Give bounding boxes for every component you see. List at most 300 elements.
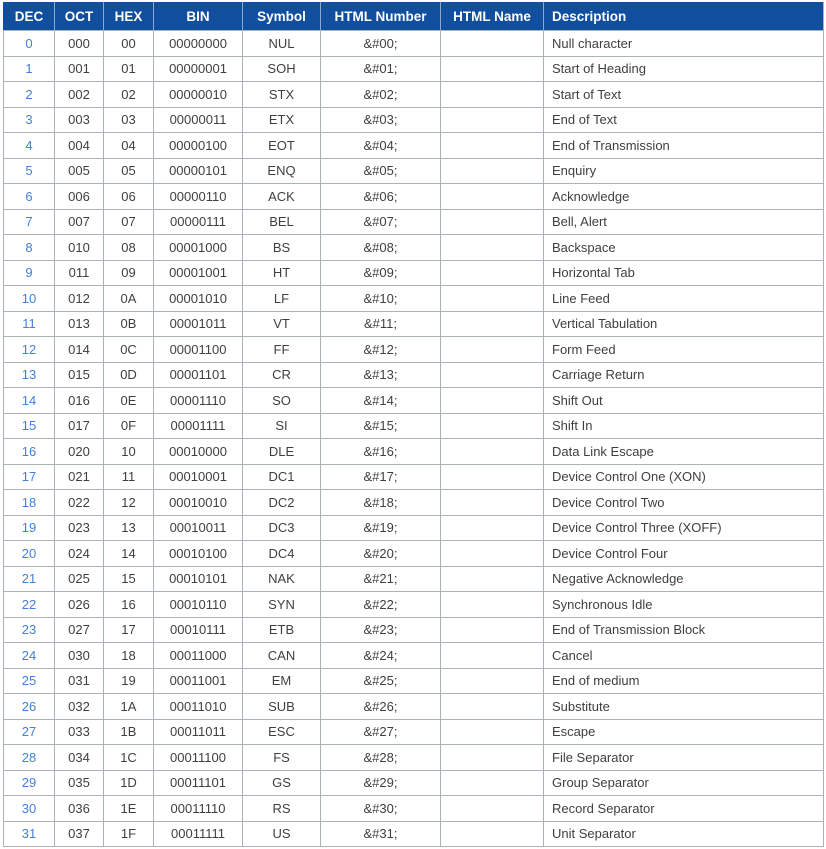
cell-description: End of Text <box>544 107 824 133</box>
table-row <box>4 56 824 82</box>
cell-symbol: CAN <box>243 643 321 669</box>
cell-html-name <box>441 745 544 771</box>
cell-dec <box>4 796 55 822</box>
cell-html-name <box>441 235 544 261</box>
cell-html-number: &#13; <box>321 362 441 388</box>
column-header-description: Description <box>544 3 824 31</box>
table-row <box>4 770 824 796</box>
cell-oct: 006 <box>55 184 104 210</box>
cell-description: Acknowledge <box>544 184 824 210</box>
cell-hex: 00 <box>104 31 154 57</box>
cell-symbol: DC1 <box>243 464 321 490</box>
column-header-bin: BIN <box>154 3 243 31</box>
cell-hex: 10 <box>104 439 154 465</box>
table-row <box>4 133 824 159</box>
cell-bin: 00000101 <box>154 158 243 184</box>
cell-bin: 00010000 <box>154 439 243 465</box>
cell-html-number: &#29; <box>321 770 441 796</box>
ascii-control-characters-table <box>3 2 824 847</box>
cell-dec <box>4 413 55 439</box>
dec-link[interactable]: 21 <box>21 571 37 587</box>
cell-hex: 03 <box>104 107 154 133</box>
cell-html-number: &#24; <box>321 643 441 669</box>
dec-link[interactable]: 4 <box>25 137 33 153</box>
cell-description: Enquiry <box>544 158 824 184</box>
cell-description: Device Control One (XON) <box>544 464 824 490</box>
cell-oct: 025 <box>55 566 104 592</box>
cell-description: Cancel <box>544 643 824 669</box>
cell-html-number: &#11; <box>321 311 441 337</box>
dec-link[interactable]: 19 <box>21 520 37 536</box>
cell-html-name <box>441 821 544 847</box>
cell-symbol: DLE <box>243 439 321 465</box>
cell-hex: 0A <box>104 286 154 312</box>
cell-html-name <box>441 56 544 82</box>
header-row <box>4 3 824 31</box>
cell-dec <box>4 56 55 82</box>
table-row <box>4 362 824 388</box>
cell-html-number: &#22; <box>321 592 441 618</box>
cell-bin: 00010101 <box>154 566 243 592</box>
cell-description: Start of Heading <box>544 56 824 82</box>
cell-html-name <box>441 413 544 439</box>
cell-hex: 1C <box>104 745 154 771</box>
dec-link[interactable]: 13 <box>21 367 37 383</box>
dec-link[interactable]: 28 <box>21 749 37 765</box>
dec-link[interactable]: 2 <box>25 86 33 102</box>
cell-oct: 015 <box>55 362 104 388</box>
cell-dec <box>4 337 55 363</box>
cell-html-name <box>441 337 544 363</box>
cell-symbol: FS <box>243 745 321 771</box>
table-body <box>4 31 824 847</box>
cell-html-number: &#20; <box>321 541 441 567</box>
cell-dec <box>4 541 55 567</box>
cell-html-number: &#09; <box>321 260 441 286</box>
cell-bin: 00000100 <box>154 133 243 159</box>
cell-hex: 14 <box>104 541 154 567</box>
cell-description: Bell, Alert <box>544 209 824 235</box>
table-row <box>4 668 824 694</box>
dec-link[interactable]: 5 <box>25 163 33 179</box>
cell-symbol: SO <box>243 388 321 414</box>
cell-html-name <box>441 286 544 312</box>
cell-html-number: &#06; <box>321 184 441 210</box>
cell-symbol: DC2 <box>243 490 321 516</box>
cell-symbol: BEL <box>243 209 321 235</box>
cell-oct: 027 <box>55 617 104 643</box>
cell-html-number: &#17; <box>321 464 441 490</box>
table-row <box>4 286 824 312</box>
dec-link[interactable]: 6 <box>25 188 33 204</box>
cell-bin: 00011110 <box>154 796 243 822</box>
cell-oct: 036 <box>55 796 104 822</box>
cell-hex: 15 <box>104 566 154 592</box>
cell-oct: 033 <box>55 719 104 745</box>
table-row <box>4 413 824 439</box>
cell-hex: 18 <box>104 643 154 669</box>
table-row <box>4 592 824 618</box>
cell-bin: 00011010 <box>154 694 243 720</box>
cell-description: Carriage Return <box>544 362 824 388</box>
cell-symbol: GS <box>243 770 321 796</box>
cell-html-number: &#14; <box>321 388 441 414</box>
cell-bin: 00001010 <box>154 286 243 312</box>
cell-html-number: &#03; <box>321 107 441 133</box>
cell-symbol: DC3 <box>243 515 321 541</box>
cell-dec <box>4 592 55 618</box>
cell-dec <box>4 362 55 388</box>
table-row <box>4 107 824 133</box>
cell-dec <box>4 158 55 184</box>
cell-html-number: &#25; <box>321 668 441 694</box>
cell-html-name <box>441 490 544 516</box>
cell-dec <box>4 439 55 465</box>
cell-bin: 00000011 <box>154 107 243 133</box>
cell-symbol: VT <box>243 311 321 337</box>
dec-link[interactable]: 23 <box>21 622 37 638</box>
cell-html-name <box>441 515 544 541</box>
cell-bin: 00000000 <box>154 31 243 57</box>
cell-html-name <box>441 388 544 414</box>
cell-html-name <box>441 209 544 235</box>
dec-link[interactable]: 16 <box>21 443 37 459</box>
cell-html-name <box>441 362 544 388</box>
cell-html-number: &#07; <box>321 209 441 235</box>
cell-dec <box>4 617 55 643</box>
cell-html-number: &#02; <box>321 82 441 108</box>
cell-html-name <box>441 439 544 465</box>
cell-bin: 00000001 <box>154 56 243 82</box>
cell-bin: 00001110 <box>154 388 243 414</box>
cell-oct: 003 <box>55 107 104 133</box>
cell-dec <box>4 745 55 771</box>
cell-description: Data Link Escape <box>544 439 824 465</box>
dec-link[interactable]: 12 <box>21 341 37 357</box>
cell-hex: 04 <box>104 133 154 159</box>
cell-html-name <box>441 184 544 210</box>
cell-oct: 022 <box>55 490 104 516</box>
cell-description: Vertical Tabulation <box>544 311 824 337</box>
cell-dec <box>4 694 55 720</box>
table-row <box>4 184 824 210</box>
cell-html-number: &#15; <box>321 413 441 439</box>
cell-html-number: &#04; <box>321 133 441 159</box>
cell-symbol: US <box>243 821 321 847</box>
cell-html-number: &#00; <box>321 31 441 57</box>
cell-html-number: &#16; <box>321 439 441 465</box>
cell-description: End of medium <box>544 668 824 694</box>
cell-oct: 034 <box>55 745 104 771</box>
table-row <box>4 566 824 592</box>
cell-dec <box>4 31 55 57</box>
cell-hex: 16 <box>104 592 154 618</box>
cell-symbol: ACK <box>243 184 321 210</box>
cell-hex: 0B <box>104 311 154 337</box>
table-row <box>4 388 824 414</box>
cell-description: Shift Out <box>544 388 824 414</box>
dec-link[interactable]: 10 <box>21 290 37 306</box>
cell-description: End of Transmission Block <box>544 617 824 643</box>
cell-oct: 024 <box>55 541 104 567</box>
cell-symbol: STX <box>243 82 321 108</box>
cell-bin: 00001001 <box>154 260 243 286</box>
cell-bin: 00010100 <box>154 541 243 567</box>
dec-link[interactable]: 14 <box>21 392 37 408</box>
cell-description: Device Control Two <box>544 490 824 516</box>
cell-dec <box>4 235 55 261</box>
cell-html-number: &#27; <box>321 719 441 745</box>
cell-hex: 13 <box>104 515 154 541</box>
dec-link[interactable]: 17 <box>21 469 37 485</box>
cell-symbol: HT <box>243 260 321 286</box>
cell-bin: 00001100 <box>154 337 243 363</box>
cell-dec <box>4 82 55 108</box>
cell-description: Shift In <box>544 413 824 439</box>
cell-dec <box>4 133 55 159</box>
cell-oct: 026 <box>55 592 104 618</box>
cell-symbol: FF <box>243 337 321 363</box>
cell-bin: 00011001 <box>154 668 243 694</box>
cell-bin: 00001101 <box>154 362 243 388</box>
cell-symbol: SOH <box>243 56 321 82</box>
cell-dec <box>4 311 55 337</box>
cell-description: Escape <box>544 719 824 745</box>
cell-html-name <box>441 694 544 720</box>
dec-link[interactable]: 9 <box>25 265 33 281</box>
table-row <box>4 745 824 771</box>
cell-html-name <box>441 133 544 159</box>
column-header-html-name: HTML Name <box>441 3 544 31</box>
cell-html-name <box>441 31 544 57</box>
cell-bin: 00011101 <box>154 770 243 796</box>
cell-oct: 001 <box>55 56 104 82</box>
cell-description: Group Separator <box>544 770 824 796</box>
cell-oct: 004 <box>55 133 104 159</box>
cell-symbol: DC4 <box>243 541 321 567</box>
cell-hex: 1B <box>104 719 154 745</box>
cell-symbol: SUB <box>243 694 321 720</box>
cell-bin: 00010111 <box>154 617 243 643</box>
cell-oct: 010 <box>55 235 104 261</box>
cell-dec <box>4 464 55 490</box>
cell-description: Synchronous Idle <box>544 592 824 618</box>
table-row <box>4 439 824 465</box>
cell-symbol: ETX <box>243 107 321 133</box>
dec-link[interactable]: 24 <box>21 647 37 663</box>
cell-html-name <box>441 617 544 643</box>
cell-oct: 002 <box>55 82 104 108</box>
cell-oct: 032 <box>55 694 104 720</box>
cell-html-number: &#23; <box>321 617 441 643</box>
cell-dec <box>4 643 55 669</box>
cell-hex: 1E <box>104 796 154 822</box>
cell-html-name <box>441 566 544 592</box>
dec-link[interactable]: 22 <box>21 596 37 612</box>
cell-html-name <box>441 158 544 184</box>
cell-bin: 00010001 <box>154 464 243 490</box>
cell-symbol: ESC <box>243 719 321 745</box>
dec-link[interactable]: 29 <box>21 775 37 791</box>
cell-html-number: &#12; <box>321 337 441 363</box>
cell-dec <box>4 719 55 745</box>
cell-html-number: &#30; <box>321 796 441 822</box>
table-row <box>4 311 824 337</box>
cell-hex: 17 <box>104 617 154 643</box>
cell-html-name <box>441 82 544 108</box>
dec-link[interactable]: 30 <box>21 800 37 816</box>
cell-html-name <box>441 311 544 337</box>
cell-html-name <box>441 107 544 133</box>
cell-description: Horizontal Tab <box>544 260 824 286</box>
dec-link[interactable]: 27 <box>21 724 37 740</box>
cell-html-number: &#21; <box>321 566 441 592</box>
cell-oct: 017 <box>55 413 104 439</box>
table-row <box>4 694 824 720</box>
cell-symbol: NUL <box>243 31 321 57</box>
cell-html-number: &#26; <box>321 694 441 720</box>
cell-description: Null character <box>544 31 824 57</box>
dec-link[interactable]: 20 <box>21 545 37 561</box>
cell-html-name <box>441 643 544 669</box>
cell-html-number: &#31; <box>321 821 441 847</box>
cell-symbol: EOT <box>243 133 321 159</box>
cell-description: Device Control Three (XOFF) <box>544 515 824 541</box>
dec-link[interactable]: 31 <box>21 826 37 842</box>
cell-description: Record Separator <box>544 796 824 822</box>
dec-link[interactable]: 18 <box>21 494 37 510</box>
table-row <box>4 490 824 516</box>
cell-hex: 19 <box>104 668 154 694</box>
cell-dec <box>4 260 55 286</box>
cell-html-name <box>441 719 544 745</box>
cell-html-number: &#05; <box>321 158 441 184</box>
table-row <box>4 515 824 541</box>
cell-oct: 013 <box>55 311 104 337</box>
dec-link[interactable]: 7 <box>25 214 33 230</box>
cell-dec <box>4 184 55 210</box>
cell-dec <box>4 821 55 847</box>
cell-symbol: NAK <box>243 566 321 592</box>
cell-hex: 0D <box>104 362 154 388</box>
cell-oct: 005 <box>55 158 104 184</box>
cell-html-number: &#10; <box>321 286 441 312</box>
cell-bin: 00000010 <box>154 82 243 108</box>
table-row <box>4 82 824 108</box>
table-row <box>4 235 824 261</box>
table-row <box>4 541 824 567</box>
cell-hex: 0C <box>104 337 154 363</box>
cell-description: Substitute <box>544 694 824 720</box>
cell-oct: 016 <box>55 388 104 414</box>
column-header-hex: HEX <box>104 3 154 31</box>
cell-symbol: EM <box>243 668 321 694</box>
cell-hex: 01 <box>104 56 154 82</box>
table-row <box>4 31 824 57</box>
cell-oct: 007 <box>55 209 104 235</box>
cell-oct: 011 <box>55 260 104 286</box>
table-row <box>4 617 824 643</box>
table-row <box>4 209 824 235</box>
cell-dec <box>4 490 55 516</box>
cell-hex: 0E <box>104 388 154 414</box>
column-header-dec: DEC <box>4 3 55 31</box>
cell-bin: 00011100 <box>154 745 243 771</box>
cell-oct: 031 <box>55 668 104 694</box>
dec-link[interactable]: 25 <box>21 673 37 689</box>
table-row <box>4 643 824 669</box>
cell-symbol: BS <box>243 235 321 261</box>
cell-bin: 00010011 <box>154 515 243 541</box>
dec-link[interactable]: 8 <box>25 239 33 255</box>
dec-link[interactable]: 1 <box>25 61 33 77</box>
cell-symbol: ENQ <box>243 158 321 184</box>
cell-hex: 09 <box>104 260 154 286</box>
cell-dec <box>4 770 55 796</box>
cell-hex: 1A <box>104 694 154 720</box>
cell-symbol: ETB <box>243 617 321 643</box>
table-row <box>4 158 824 184</box>
cell-description: Start of Text <box>544 82 824 108</box>
cell-hex: 1F <box>104 821 154 847</box>
cell-bin: 00011011 <box>154 719 243 745</box>
cell-html-name <box>441 541 544 567</box>
cell-hex: 11 <box>104 464 154 490</box>
dec-link[interactable]: 0 <box>25 35 33 51</box>
cell-description: File Separator <box>544 745 824 771</box>
cell-dec <box>4 515 55 541</box>
cell-description: Backspace <box>544 235 824 261</box>
cell-description: Device Control Four <box>544 541 824 567</box>
cell-oct: 023 <box>55 515 104 541</box>
cell-hex: 08 <box>104 235 154 261</box>
column-header-html-number: HTML Number <box>321 3 441 31</box>
cell-html-number: &#18; <box>321 490 441 516</box>
cell-description: Form Feed <box>544 337 824 363</box>
cell-description: Line Feed <box>544 286 824 312</box>
table-row <box>4 796 824 822</box>
cell-hex: 02 <box>104 82 154 108</box>
cell-oct: 035 <box>55 770 104 796</box>
cell-symbol: SYN <box>243 592 321 618</box>
cell-description: Negative Acknowledge <box>544 566 824 592</box>
cell-bin: 00000111 <box>154 209 243 235</box>
cell-html-number: &#01; <box>321 56 441 82</box>
cell-symbol: RS <box>243 796 321 822</box>
cell-bin: 00001000 <box>154 235 243 261</box>
table-row <box>4 719 824 745</box>
cell-dec <box>4 668 55 694</box>
dec-link[interactable]: 26 <box>21 698 37 714</box>
dec-link[interactable]: 11 <box>22 316 36 332</box>
cell-html-name <box>441 260 544 286</box>
cell-hex: 07 <box>104 209 154 235</box>
cell-oct: 030 <box>55 643 104 669</box>
cell-html-name <box>441 592 544 618</box>
cell-oct: 021 <box>55 464 104 490</box>
dec-link[interactable]: 15 <box>21 418 37 434</box>
column-header-oct: OCT <box>55 3 104 31</box>
cell-html-number: &#19; <box>321 515 441 541</box>
cell-bin: 00001011 <box>154 311 243 337</box>
cell-bin: 00010110 <box>154 592 243 618</box>
cell-dec <box>4 209 55 235</box>
dec-link[interactable]: 3 <box>25 112 33 128</box>
cell-bin: 00010010 <box>154 490 243 516</box>
cell-oct: 020 <box>55 439 104 465</box>
cell-oct: 000 <box>55 31 104 57</box>
cell-html-name <box>441 770 544 796</box>
